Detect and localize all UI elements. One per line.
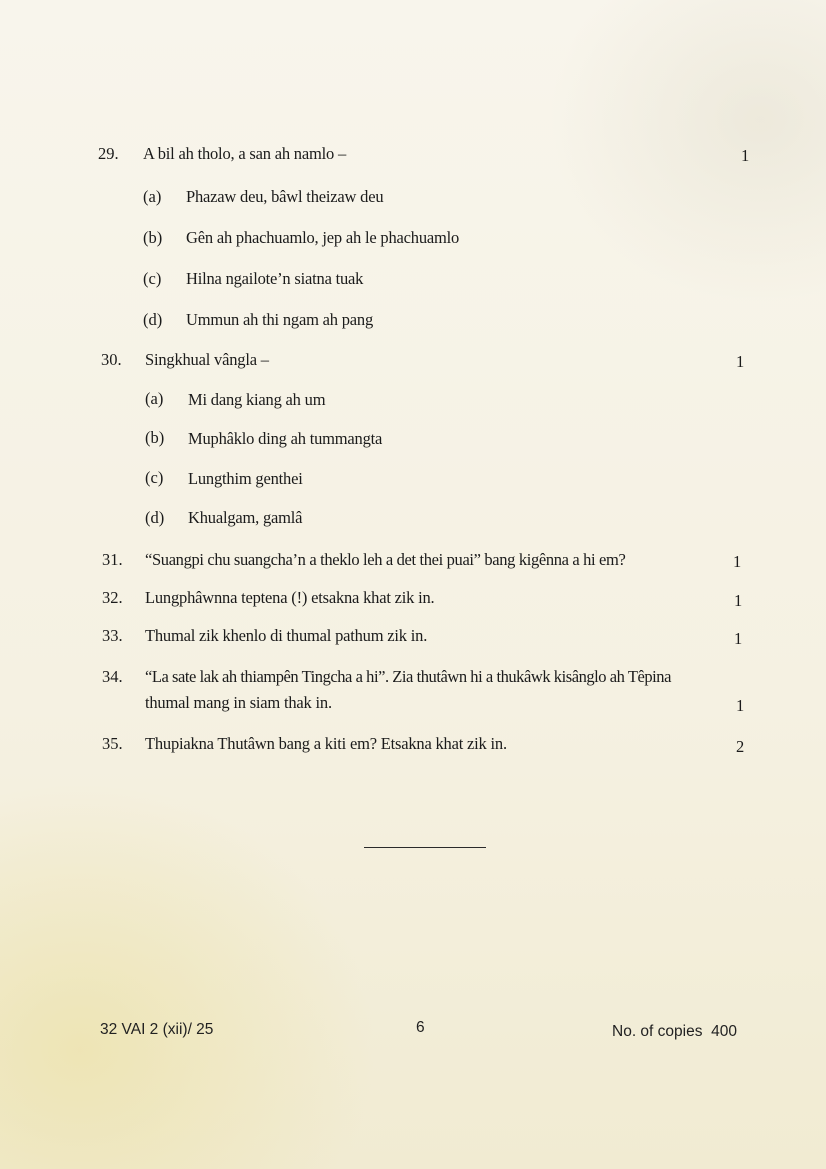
- question-32-number: 32.: [102, 588, 123, 607]
- question-30-option-d-label: (d): [145, 508, 165, 527]
- question-31-text: “Suangpi chu suangcha’n a theklo leh a det thei puai” bang kigênna a hi em?: [145, 550, 626, 569]
- question-33-marks: 1: [734, 629, 743, 648]
- question-29-number: 29.: [98, 144, 119, 163]
- question-31-number: 31.: [102, 550, 123, 569]
- footer-page-number: 6: [416, 1019, 425, 1036]
- question-34-text-line1: “La sate lak ah thiampên Tingcha a hi”. Zia thutâwn hi a thukâwk kisânglo ah Têpina: [145, 667, 671, 686]
- footer-paper-code: 32 VAI 2 (xii)/ 25: [100, 1021, 214, 1038]
- question-34-number: 34.: [102, 667, 123, 686]
- question-30-option-c-text: Lungthim genthei: [188, 469, 303, 488]
- question-35-number: 35.: [102, 734, 123, 753]
- question-29-option-d-label: (d): [143, 310, 163, 329]
- question-29-option-d-text: Ummun ah thi ngam ah pang: [186, 310, 374, 329]
- question-29-text: A bil ah tholo, a san ah namlo –: [143, 144, 347, 163]
- question-30-option-b-text: Muphâklo ding ah tummangta: [188, 429, 383, 448]
- question-30-option-b-label: (b): [145, 428, 165, 447]
- question-31-marks: 1: [733, 552, 742, 571]
- footer-copies: No. of copies 400: [612, 1023, 737, 1040]
- question-29-option-c-text: Hilna ngailote’n siatna tuak: [186, 269, 364, 288]
- question-29-option-b-label: (b): [143, 228, 163, 247]
- question-29-option-c-label: (c): [143, 269, 162, 288]
- question-29-option-a-text: Phazaw deu, bâwl theizaw deu: [186, 187, 384, 206]
- end-of-paper-rule: [364, 847, 486, 848]
- question-33-text: Thumal zik khenlo di thumal pathum zik in.: [145, 626, 428, 645]
- question-32-text: Lungphâwnna teptena (!) etsakna khat zik in.: [145, 588, 435, 607]
- question-30-option-d-text: Khualgam, gamlâ: [188, 508, 303, 527]
- question-30-option-a-label: (a): [145, 389, 164, 408]
- question-30-option-c-label: (c): [145, 468, 164, 487]
- question-30-number: 30.: [101, 350, 122, 369]
- question-29-option-a-label: (a): [143, 187, 162, 206]
- question-35-marks: 2: [736, 737, 745, 756]
- question-34-marks: 1: [736, 696, 745, 715]
- question-35-text: Thupiakna Thutâwn bang a kiti em? Etsakna khat zik in.: [145, 734, 507, 753]
- question-30-marks: 1: [736, 352, 745, 371]
- question-29-marks: 1: [741, 146, 750, 165]
- question-32-marks: 1: [734, 591, 743, 610]
- question-34-text-line2: thumal mang in siam thak in.: [145, 693, 332, 712]
- question-29-option-b-text: Gên ah phachuamlo, jep ah le phachuamlo: [186, 228, 460, 247]
- question-30-text: Singkhual vângla –: [145, 350, 269, 369]
- question-30-option-a-text: Mi dang kiang ah um: [188, 390, 326, 409]
- question-33-number: 33.: [102, 626, 123, 645]
